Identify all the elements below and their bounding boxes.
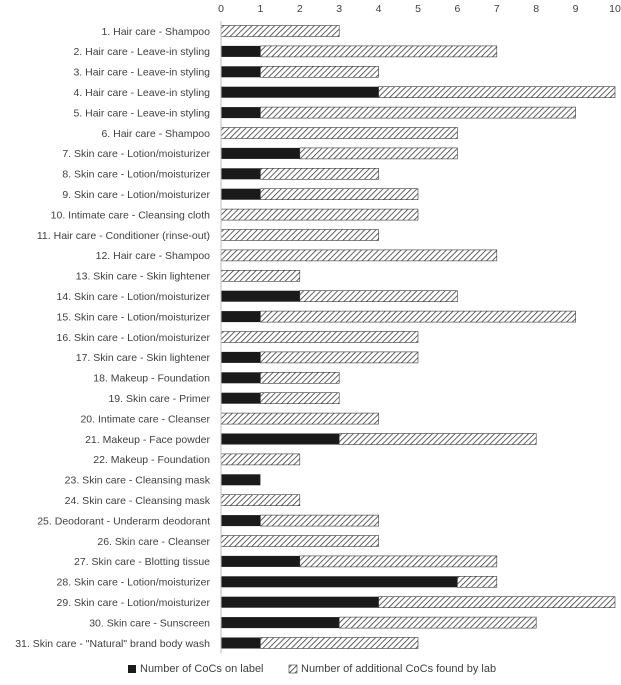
category-label: 8. Skin care - Lotion/moisturizer	[62, 168, 210, 181]
x-tick-label: 7	[493, 3, 500, 15]
bar-additional	[300, 291, 458, 302]
bar-on-label	[221, 393, 260, 404]
bar-additional	[221, 26, 339, 37]
bar-on-label	[221, 46, 260, 57]
bar-on-label	[221, 556, 300, 567]
x-tick-label: 6	[454, 3, 461, 15]
category-label: 14. Skin care - Lotion/moisturizer	[56, 291, 210, 303]
category-label: 23. Skin care - Cleansing mask	[64, 474, 210, 487]
category-label: 29. Skin care - Lotion/moisturizer	[56, 597, 210, 609]
bar-on-label	[221, 291, 300, 302]
category-label: 1. Hair care - Shampoo	[101, 25, 210, 38]
category-label: 16. Skin care - Lotion/moisturizer	[56, 331, 210, 344]
bar-additional	[221, 270, 300, 281]
category-label: 26. Skin care - Cleanser	[97, 535, 210, 548]
bar-additional	[221, 209, 418, 220]
x-tick-label: 0	[218, 3, 224, 15]
category-labels	[15, 26, 211, 650]
bar-on-label	[221, 617, 339, 628]
bars	[221, 26, 615, 649]
category-label: 25. Deodorant - Underarm deodorant	[37, 515, 210, 528]
bar-additional	[221, 230, 379, 241]
bar-additional	[339, 434, 536, 445]
bar-additional	[300, 556, 497, 567]
bar-on-label	[221, 576, 457, 587]
category-label: 11. Hair care - Conditioner (rinse-out)	[36, 229, 210, 242]
bar-additional	[260, 372, 339, 383]
bar-on-label	[221, 597, 379, 608]
x-axis-ticks	[218, 3, 621, 15]
bar-additional	[260, 168, 378, 179]
legend-label-additional: Number of additional CoCs found by lab	[301, 663, 497, 675]
category-label: 5. Hair care - Leave-in styling	[73, 107, 210, 120]
legend-label-on-label: Number of CoCs on label	[140, 663, 264, 675]
bar-additional	[260, 107, 575, 118]
bar-additional	[221, 332, 418, 343]
legend	[128, 663, 496, 675]
category-label: 9. Skin care - Lotion/moisturizer	[62, 189, 210, 201]
category-label: 28. Skin care - Lotion/moisturizer	[56, 576, 210, 589]
category-label: 2. Hair care - Leave-in styling	[73, 46, 210, 59]
x-tick-label: 3	[336, 3, 343, 15]
bar-additional	[221, 536, 379, 547]
bar-on-label	[221, 372, 260, 383]
category-label: 12. Hair care - Shampoo	[95, 250, 210, 263]
bar-additional	[221, 413, 379, 424]
category-label: 7. Skin care - Lotion/moisturizer	[62, 148, 210, 161]
x-tick-label: 4	[375, 3, 382, 15]
bar-on-label	[221, 87, 379, 98]
category-label: 27. Skin care - Blotting tissue	[74, 556, 210, 569]
bar-additional	[457, 576, 496, 587]
category-label: 10. Intimate care - Cleansing cloth	[50, 209, 210, 222]
bar-on-label	[221, 638, 260, 649]
category-label: 17. Skin care - Skin lightener	[75, 352, 210, 365]
bar-on-label	[221, 168, 260, 179]
bar-additional	[260, 638, 418, 649]
category-label: 3. Hair care - Leave-in styling	[73, 66, 210, 79]
x-tick-label: 8	[533, 3, 540, 15]
bar-additional	[221, 495, 300, 506]
category-label: 22. Makeup - Foundation	[93, 454, 210, 467]
bar-additional	[339, 617, 536, 628]
bar-on-label	[221, 352, 260, 363]
bar-on-label	[221, 434, 339, 445]
bar-on-label	[221, 148, 300, 159]
bar-additional	[260, 352, 418, 363]
bar-on-label	[221, 107, 260, 118]
bar-additional	[300, 148, 458, 159]
bar-additional	[221, 128, 457, 139]
category-label: 20. Intimate care - Cleanser	[80, 413, 210, 426]
x-tick-label: 10	[609, 3, 621, 15]
category-label: 6. Hair care - Shampoo	[101, 127, 210, 140]
category-label: 31. Skin care - "Natural" brand body wash	[15, 637, 210, 650]
category-label: 4. Hair care - Leave-in styling	[73, 87, 210, 99]
bar-additional	[260, 515, 378, 526]
x-tick-label: 5	[415, 3, 421, 15]
category-label: 21. Makeup - Face powder	[85, 433, 210, 446]
bar-additional	[221, 250, 497, 261]
bar-additional	[260, 46, 496, 57]
legend-swatch-additional	[289, 665, 297, 673]
bar-on-label	[221, 66, 260, 77]
bar-on-label	[221, 515, 260, 526]
bar-additional	[379, 597, 615, 608]
bar-additional	[260, 311, 575, 322]
bar-on-label	[221, 474, 260, 485]
legend-swatch-on-label	[128, 665, 136, 673]
x-tick-label: 1	[257, 3, 264, 15]
bar-additional	[260, 393, 339, 404]
bar-on-label	[221, 311, 260, 322]
bar-additional	[260, 66, 378, 77]
category-label: 24. Skin care - Cleansing mask	[64, 495, 210, 507]
category-label: 15. Skin care - Lotion/moisturizer	[56, 311, 210, 324]
bar-additional	[260, 189, 418, 200]
x-tick-label: 9	[572, 3, 579, 15]
category-label: 18. Makeup - Foundation	[93, 372, 210, 385]
bar-on-label	[221, 189, 260, 200]
category-label: 13. Skin care - Skin lightener	[75, 270, 210, 283]
bar-additional	[379, 87, 615, 98]
category-label: 30. Skin care - Sunscreen	[89, 617, 210, 630]
category-label: 19. Skin care - Primer	[108, 393, 210, 405]
bar-additional	[221, 454, 300, 465]
x-tick-label: 2	[296, 3, 303, 15]
